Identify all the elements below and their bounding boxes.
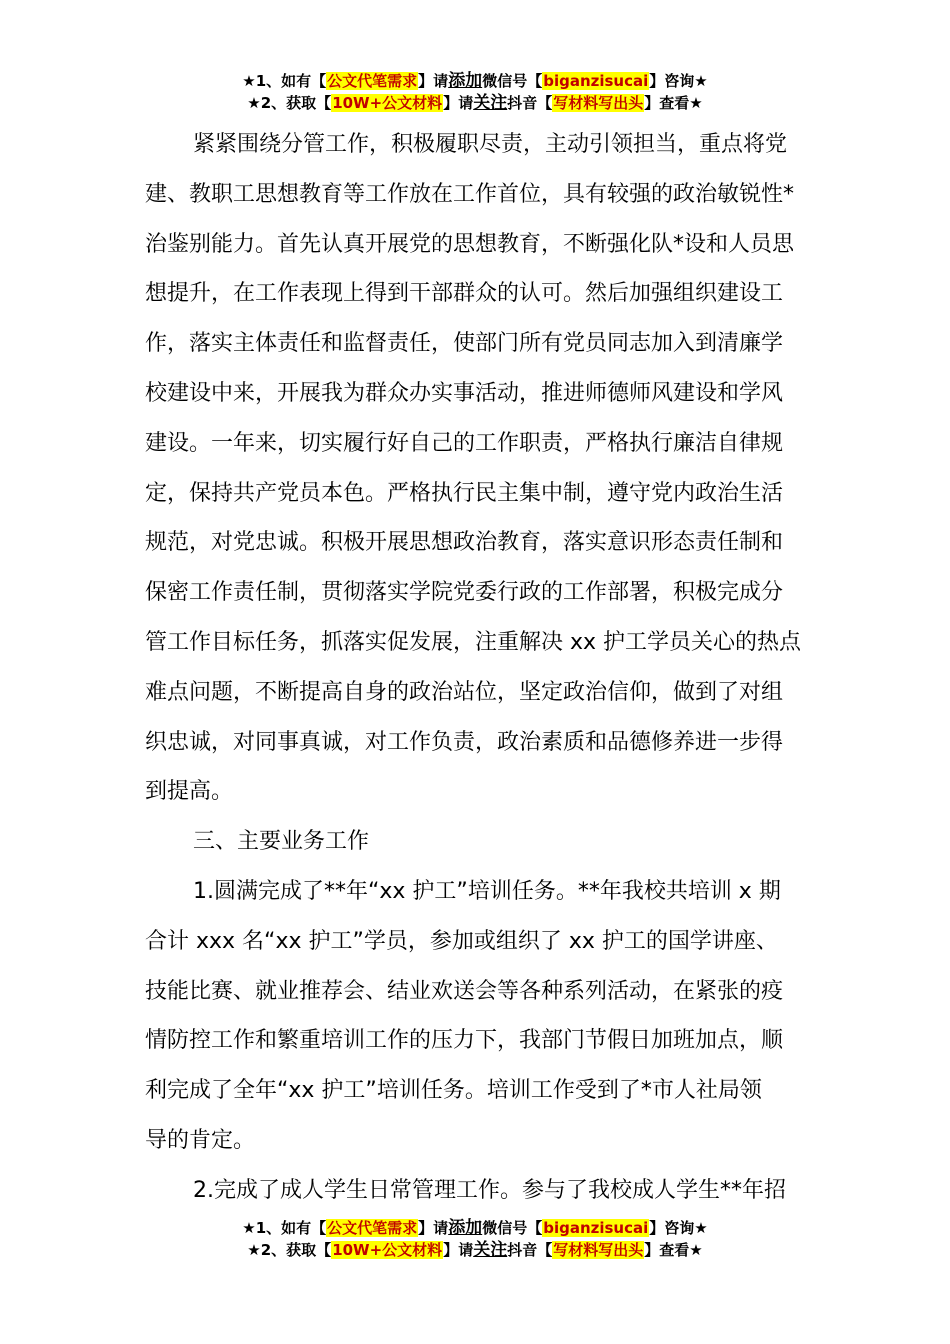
body-line: 紧紧围绕分管工作，积极履职尽责，主动引领担当，重点将党 [193, 132, 788, 157]
banner-text: 】查看★ [644, 94, 703, 112]
highlight-service: 公文代笔需求 [327, 1219, 418, 1237]
body-line: 想提升，在工作表现上得到干部群众的认可。然后加强组织建设工 [145, 281, 784, 307]
banner-emphasis: 添加 [448, 1218, 483, 1238]
highlight-douyin-account: 写材料写出头 [553, 94, 644, 112]
banner-text: 】请 [443, 94, 474, 112]
body-line: 利完成了全年“xx 护工”培训任务。培训工作受到了*市人社局领 [145, 1078, 762, 1104]
body-line: 规范，对党忠诚。积极开展思想政治教育，落实意识形态责任制和 [145, 530, 784, 556]
body-line: 情防控工作和繁重培训工作的压力下，我部门节假日加班加点，顺 [145, 1028, 784, 1054]
highlight-service: 公文代笔需求 [327, 72, 418, 90]
banner-text: 抖音【 [507, 1241, 553, 1259]
body-line: 管工作目标任务，抓落实促发展，注重解决 xx 护工学员关心的热点 [145, 629, 802, 655]
highlight-wechat-id: biganzisucai [543, 72, 649, 90]
body-line: 建设。一年来，切实履行好自己的工作职责，严格执行廉洁自律规 [145, 430, 784, 456]
banner-text: 抖音【 [507, 94, 553, 112]
body-line: 校建设中来，开展我为群众办实事活动，推进师德师风建设和学风 [145, 380, 784, 406]
banner-emphasis: 添加 [448, 71, 483, 91]
body-line: 治鉴别能力。首先认真开展党的思想教育，不断强化队*设和人员思 [145, 231, 795, 257]
body-line: 1.圆满完成了**年“xx 护工”培训任务。**年我校共培训 x 期 [193, 878, 781, 904]
body-line: 保密工作责任制，贯彻落实学院党委行政的工作部署，积极完成分 [145, 580, 784, 606]
body-line: 织忠诚，对同事真诚，对工作负责，政治素质和品德修养进一步得 [145, 729, 784, 755]
footer-banner [0, 1217, 950, 1261]
banner-text: 微信号【 [482, 1219, 543, 1237]
body-line: 难点问题，不断提高自身的政治站位，坚定政治信仰，做到了对组 [145, 679, 784, 705]
banner-line-1 [0, 70, 950, 92]
banner-emphasis: 关注 [473, 1240, 508, 1260]
banner-line-1 [0, 1217, 950, 1239]
banner-emphasis: 关注 [473, 93, 508, 113]
header-banner [0, 70, 950, 114]
banner-text: ★2、获取【 [247, 94, 332, 112]
highlight-materials: 10W+公文材料 [332, 94, 443, 112]
banner-text: 】查看★ [644, 1241, 703, 1259]
highlight-wechat-id: biganzisucai [543, 1219, 649, 1237]
document-body [145, 120, 809, 1216]
banner-text: 】咨询★ [649, 1219, 708, 1237]
body-line: 定，保持共产党员本色。严格执行民主集中制，遵守党内政治生活 [145, 480, 784, 506]
body-line: 2.完成了成人学生日常管理工作。参与了我校成人学生**年招 [193, 1177, 786, 1203]
section-heading: 三、主要业务工作 [193, 829, 370, 855]
body-line: 作，落实主体责任和监督责任，使部门所有党员同志加入到清廉学 [145, 331, 784, 357]
body-line: 技能比赛、就业推荐会、结业欢送会等各种系列活动，在紧张的疫 [145, 978, 784, 1004]
banner-text: 】请 [418, 1219, 449, 1237]
banner-text: ★1、如有【 [242, 72, 327, 90]
body-line: 到提高。 [145, 779, 234, 805]
body-line: 建、教职工思想教育等工作放在工作首位，具有较强的政治敏锐性* [145, 181, 795, 207]
body-line: 导的肯定。 [145, 1127, 256, 1153]
banner-text: ★2、获取【 [247, 1241, 332, 1259]
banner-line-2 [0, 1239, 950, 1261]
highlight-materials: 10W+公文材料 [332, 1241, 443, 1259]
banner-text: 】咨询★ [649, 72, 708, 90]
banner-line-2 [0, 92, 950, 114]
banner-text: ★1、如有【 [242, 1219, 327, 1237]
banner-text: 微信号【 [482, 72, 543, 90]
body-line: 合计 xxx 名“xx 护工”学员，参加或组织了 xx 护工的国学讲座、 [145, 928, 778, 954]
banner-text: 】请 [418, 72, 449, 90]
banner-text: 】请 [443, 1241, 474, 1259]
highlight-douyin-account: 写材料写出头 [553, 1241, 644, 1259]
